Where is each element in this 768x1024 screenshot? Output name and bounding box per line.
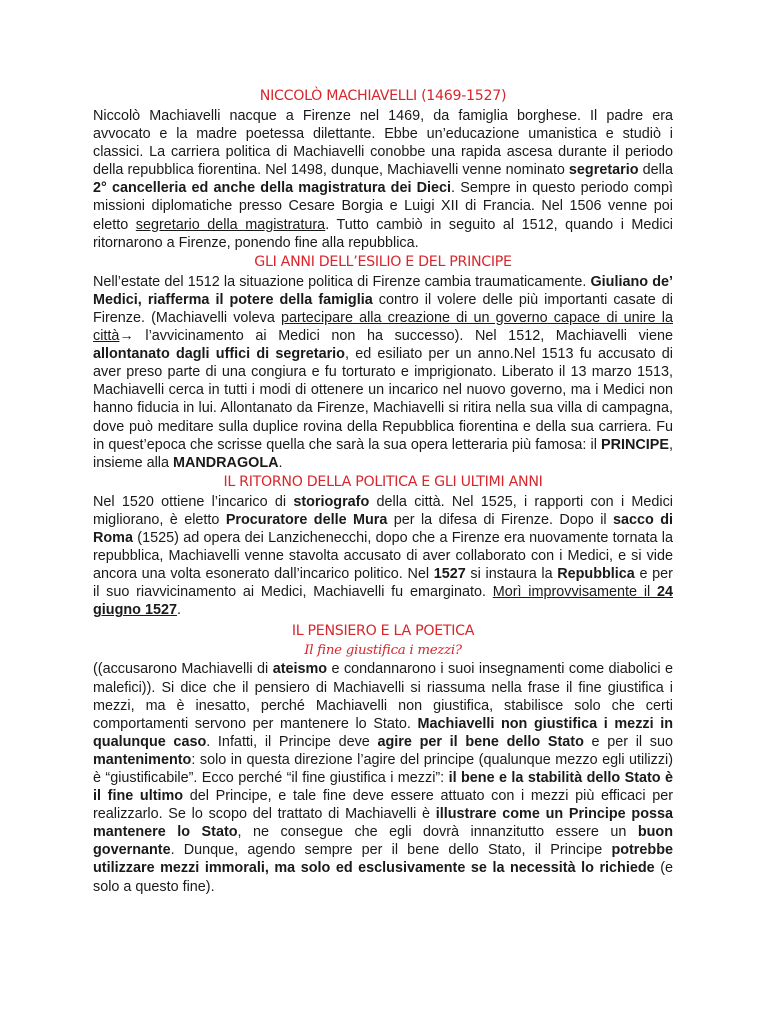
text-run: segretario della magistratura bbox=[135, 216, 326, 233]
text-run: illustrare come un Principe possa mantenere lo Stato bbox=[93, 806, 674, 841]
text-run: Nel 1520 ottiene l’incarico di bbox=[93, 493, 294, 510]
text-run: Morì improvvisamente il bbox=[492, 584, 657, 601]
text-run: potrebbe utilizzare mezzi immorali, ma solo ed esclusivamente se la necessità lo richiede bbox=[93, 842, 673, 877]
heading-return: IL RITORNO DELLA POLITICA E GLI ULTIMI ANNI bbox=[223, 473, 543, 490]
text-run: allontanato dagli uffici di segretario bbox=[93, 346, 345, 363]
text-run: del Principe, e tale fine deve essere attuato con i mezzi più efficaci per realizzarlo. Se lo scopo del trattato di Machiavelli è bbox=[93, 788, 673, 823]
heading-biography: NICCOLÒ MACHIAVELLI (1469-1527) bbox=[259, 88, 507, 104]
subheading-thought: Il fine giustifica i mezzi? bbox=[304, 643, 462, 659]
paragraph-return bbox=[93, 493, 673, 620]
text-run: segretario bbox=[568, 162, 639, 179]
text-run: , insieme alla bbox=[93, 436, 673, 471]
text-run: contro il volere delle più importanti casate di Firenze. (Machiavelli voleva bbox=[93, 291, 673, 326]
text-run: . bbox=[176, 602, 181, 619]
text-run: Nell’estate del 1512 la situazione politica di Firenze cambia traumaticamente. bbox=[93, 273, 591, 290]
text-run: 2° cancelleria ed anche della magistratura dei Dieci bbox=[93, 180, 452, 197]
text-run: : solo in questa direzione l’agire del principe (qualunque mezzo egli utilizzi) è “giustificabile”. Ecco perché “il fine giustifica i mezzi”: bbox=[93, 751, 673, 786]
text-run: (1525) ad opera dei Lanzichenecchi, dopo che a Firenze era nuovamente tornata la repubblica, Machiavelli venne stavolta accusato di aver collaborato con i Medici, e si vide ancora una volta esonerato dall’incarico politico. Nel bbox=[93, 529, 673, 583]
text-run: Repubblica bbox=[557, 566, 635, 583]
text-run: . Dunque, agendo sempre per il bene dello Stato, il Principe bbox=[170, 842, 612, 859]
paragraph-exile bbox=[93, 273, 673, 472]
text-run: , ne consegue che egli dovrà innanzitutto essere un bbox=[237, 824, 638, 841]
paragraph-biography bbox=[93, 107, 673, 252]
text-run: (e solo a questo fine). bbox=[93, 860, 673, 895]
text-run: sacco di Roma bbox=[93, 511, 673, 546]
paragraph-thought bbox=[93, 660, 673, 895]
text-run: agire per il bene dello Stato bbox=[377, 733, 584, 750]
text-run: Machiavelli non giustifica i mezzi in qualunque caso bbox=[93, 715, 673, 750]
text-run: Giuliano de’ Medici, riafferma il potere della famiglia bbox=[93, 273, 673, 308]
text-run: partecipare alla creazione di un governo capace di unire la città bbox=[93, 309, 673, 345]
text-run: . bbox=[278, 454, 283, 471]
text-run: il bene e la stabilità dello Stato è il fine ultimo bbox=[93, 770, 673, 805]
text-run: della città. Nel 1525, i rapporti con i Medici migliorano, è eletto bbox=[93, 493, 673, 528]
text-run: si instaura la bbox=[465, 566, 558, 583]
text-run: buon governante bbox=[93, 824, 673, 859]
text-run: → l’avvicinamento ai Medici non ha successo). Nel 1512, Machiavelli viene bbox=[119, 328, 673, 345]
text-run: e condannarono i suoi insegnamenti come diabolici e malefici)). Si dice che il pensiero di Machiavelli si riassuma nella frase il fine giustifica i mezzi, ma è inesatto, perché Machiavelli non giustifica, stabilisce solo che certi comportamenti servono per mantenere lo Stato. bbox=[93, 661, 673, 732]
text-run: storiografo bbox=[293, 493, 370, 510]
text-run: e per il suo bbox=[583, 733, 674, 750]
text-run: Niccolò Machiavelli nacque a Firenze nel 1469, da famiglia borghese. Il padre era avvocato e la madre poetessa dilettante. Ebbe un’educazione umanistica e studiò i classici. La carriera politica di Machiavelli conobbe una rapida ascesa durante il periodo della repubblica fiorentina. Nel 1498, dunque, Machiavelli venne nominato bbox=[93, 108, 673, 179]
text-run: Procuratore delle Mura bbox=[225, 511, 388, 528]
text-run: e per il suo riavvicinamento ai Medici, Machiavelli fu emarginato. bbox=[93, 566, 673, 601]
text-run: MANDRAGOLA bbox=[173, 454, 279, 471]
text-run: della bbox=[638, 162, 673, 179]
heading-exile: GLI ANNI DELL’ESILIO E DEL PRINCIPE bbox=[254, 253, 512, 270]
text-run: . Tutto cambiò in seguito al 1512, quando i Medici ritornarono a Firenze, ponendo fine alla repubblica. bbox=[93, 216, 674, 251]
text-run: mantenimento bbox=[93, 751, 192, 768]
text-run: per la difesa di Firenze. Dopo il bbox=[387, 511, 613, 528]
text-run: . Infatti, il Principe deve bbox=[206, 733, 378, 750]
text-run: PRINCIPE bbox=[601, 436, 669, 453]
text-run: ((accusarono Machiavelli di bbox=[93, 661, 273, 678]
text-run: , ed esiliato per un anno.Nel 1513 fu accusato di aver preso parte di una congiura e fu torturato e imprigionato. Liberato il 13 marzo 1513, Machiavelli cerca in tutti i modi di ottenere un incarico nel nuovo governo, ma i Medici non hanno fiducia in lui. Allontanato da Firenze, Machiavelli si ritira nella sua villa di campagna, dove può meditare sulla duplice rovina della Repubblica fiorentina e della sua carriera. Fu in quest’epoca che scrisse quella che sarà la sua opera letteraria più famosa: il bbox=[93, 346, 673, 453]
text-run: 24 giugno 1527 bbox=[93, 584, 674, 619]
document-page bbox=[93, 86, 673, 896]
heading-thought: IL PENSIERO E LA POETICA bbox=[291, 623, 475, 640]
text-run: ateismo bbox=[272, 661, 328, 678]
text-run: 1527 bbox=[433, 566, 466, 583]
text-run: . Sempre in questo periodo compì missioni diplomatiche presso Cesare Borgia e Luigi XII di Francia. Nel 1506 venne poi eletto bbox=[93, 180, 673, 233]
